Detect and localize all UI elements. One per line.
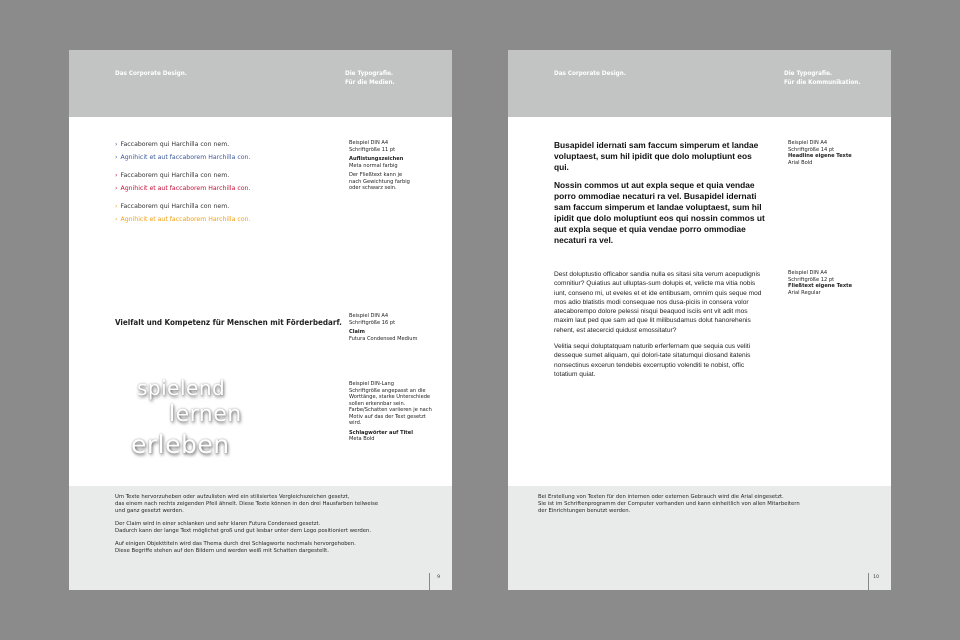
list-item-text: Faccaborem qui Harchilla con nem. — [120, 203, 230, 210]
footer-line: und ganz gesetzt werden. — [115, 508, 184, 514]
header-subtitle — [784, 69, 860, 87]
note-line: Schriftgröße 16 pt — [349, 319, 396, 326]
list-item-text: Faccaborem qui Harchilla con nem. — [120, 172, 230, 179]
list-item-text: Faccaborem qui Harchilla con nem. — [120, 141, 230, 148]
list-item-text: Agnihicit et aut faccaborem Harchilla con. — [120, 215, 251, 223]
list-item-colored — [115, 152, 250, 165]
headline-paragraph: Busapidel idernati sam faccum simperum et landae voluptaest, sum hil ipidit que dolo moluptiunt eos qui. — [554, 140, 759, 172]
footer-line: Der Claim wird in einer schlanken und sehr klaren Futura Condensed gesetzt. — [115, 521, 321, 527]
note-line: Arial Regular — [788, 289, 821, 296]
header-band — [508, 50, 891, 117]
note-line: sollen erkennbar sein. — [349, 400, 406, 407]
note-line: Farbe/Schatten variieren je nach — [349, 407, 432, 413]
arrow-icon: › — [115, 184, 118, 192]
body-paragraph: Dest doluptustio officabor sandia nulla es sitasi sita verum acepudignis comnitiur? Quiatius aut ulluptas-sum dolupis et, velicte ma vitia nobis iunt, conseno mi, ut eveles et et ide entibusam, omnim quis seque mod mos adio blatistis modi consequae nos dusa-piciis in consera volor atecaborempo dolore pelessi nisqui beaquod isciis ent vit adit mos maxim laut ped que sam ad que lit milibusdamus dolut hanorehenis rehent, est atecercid quidust emossitatur? — [554, 271, 762, 334]
note-line: Meta Bold — [349, 436, 375, 442]
page-number: 10 — [873, 575, 879, 580]
note-line: oder schwarz sein. — [349, 185, 397, 191]
list-item-text: Agnihicit et aut faccaborem Harchilla con. — [120, 153, 251, 161]
footer-line: Um Texte hervorzuheben oder aufzulisten wird ein stilisiertes Vergleichszeichen gesetzt, — [115, 494, 350, 500]
keyword-spielend: spielend — [137, 376, 226, 400]
header-title: Das Corporate Design. — [115, 70, 187, 77]
note-line: Beispiel DIN A4 — [349, 313, 389, 319]
footer-text — [538, 494, 868, 515]
spec-note — [349, 313, 449, 342]
note-line: Beispiel DIN A4 — [788, 140, 828, 146]
page-number-divider — [429, 573, 430, 590]
footer-band — [508, 486, 891, 590]
note-line: wird. — [349, 420, 362, 426]
note-line: nach Gewichtung farbig — [349, 178, 410, 185]
list-item-colored — [115, 183, 250, 196]
list-item — [115, 139, 250, 152]
page-number: 9 — [437, 575, 440, 580]
note-line: Beispiel DIN-Lang — [349, 381, 395, 387]
arrow-icon: › — [115, 153, 118, 161]
footer-line: Auf einigen Objekttiteln wird das Thema durch drei Schlagworte nochmals hervorgehoben. — [115, 541, 356, 547]
header-subtitle-line: Für die Medien. — [345, 79, 395, 86]
spec-note — [788, 270, 888, 296]
list-item — [115, 201, 250, 214]
page-number-divider — [868, 573, 869, 590]
note-title: Headline eigene Texte — [788, 153, 852, 159]
list-item — [115, 170, 250, 183]
claim-text: Vielfalt und Kompetenz für Menschen mit Förderbedarf. — [115, 318, 342, 327]
footer-line: Bei Erstellung von Texten für den internen oder externen Gebrauch wird die Arial eingesetzt. — [538, 494, 784, 500]
footer-band — [69, 486, 452, 590]
keyword-erleben: erleben — [131, 430, 230, 459]
header-subtitle-line: Für die Kommunikation. — [784, 79, 861, 86]
header-subtitle-line: Die Typografie. — [345, 70, 394, 77]
note-line: Beispiel DIN A4 — [349, 140, 389, 146]
spec-note — [349, 381, 449, 443]
arrow-icon: › — [115, 203, 118, 210]
header-band — [69, 50, 452, 117]
keyword-lernen: lernen — [169, 402, 242, 427]
footer-line: das einem nach rechts zeigenden Pfeil ähnelt. Diese Texte können in den drei Hausfarben teilweise — [115, 501, 379, 507]
footer-line: Sie ist im Schriftenprogramm der Computer vorhanden und kann einheitlich von allen Mitarbeitern — [538, 501, 800, 507]
headline-paragraph: Nossin commos ut aut expla seque et quia vendae porro ommodiae necaturi ra vel. Busapidel idernati sam faccum simperum et landae voluptaest, sum hil ipidit que dolo moluptiunt eos qui nossin commos ut aut expla seque et quia vendae porro ommodiae necaturi ra vel. — [554, 180, 765, 245]
header-title: Das Corporate Design. — [554, 70, 626, 77]
arrow-icon: › — [115, 172, 118, 179]
spec-note — [788, 140, 888, 166]
body-text-block — [554, 270, 768, 386]
note-title: Schlagwörter auf Titel — [349, 429, 413, 436]
bullet-list — [115, 139, 250, 226]
note-line: Beispiel DIN A4 — [788, 270, 828, 276]
note-line: Futura Condensed Medium — [349, 335, 418, 342]
note-line: Schriftgröße 14 pt — [788, 146, 835, 153]
spec-note — [349, 140, 449, 192]
body-paragraph: Velitia sequi doluptatquam naturib erferfernam que sequia cus veliti desseque sumet aliquam, qui dolori-tate sitatumqui diosand itatenis nonsectinus excerun tendebis excerruptio volenditi te nobist, offic totatium quiat. — [554, 343, 751, 378]
header-subtitle — [345, 69, 395, 87]
note-line: Der Fließtext kann je — [349, 172, 403, 178]
note-line: Worttänge, starke Unterschiede — [349, 394, 431, 400]
footer-line: Dadurch kann der lange Text möglichst groß und gut lesbar unter dem Logo positioniert werden. — [115, 528, 372, 534]
arrow-icon: › — [115, 141, 118, 148]
footer-line: der Einrichtungen benutzt werden. — [538, 508, 631, 514]
arrow-icon: › — [115, 215, 118, 223]
list-item-colored — [115, 214, 250, 227]
note-line: Meta normal farbig — [349, 162, 398, 169]
list-item-text: Agnihicit et aut faccaborem Harchilla con. — [120, 184, 251, 192]
header-subtitle-line: Die Typografie. — [784, 70, 833, 77]
note-line: Schriftgröße 12 pt — [788, 276, 835, 283]
page-right — [508, 50, 891, 590]
page-left — [69, 50, 452, 590]
note-line: Schriftgröße angepasst an die — [349, 387, 426, 394]
note-title: Fließtext eigene Texte — [788, 283, 853, 289]
note-line: Arial Bold — [788, 159, 813, 166]
footer-line: Diese Begriffe stehen auf den Bildern und werden weiß mit Schatten dargestellt. — [115, 548, 329, 554]
note-title: Auflistungszeichen — [349, 156, 404, 162]
footer-text — [115, 494, 415, 561]
note-line: Schriftgröße 11 pt — [349, 146, 396, 153]
note-line: Motiv auf das der Text gesetzt — [349, 413, 426, 420]
note-title: Claim — [349, 329, 365, 335]
headline-block — [554, 140, 768, 253]
